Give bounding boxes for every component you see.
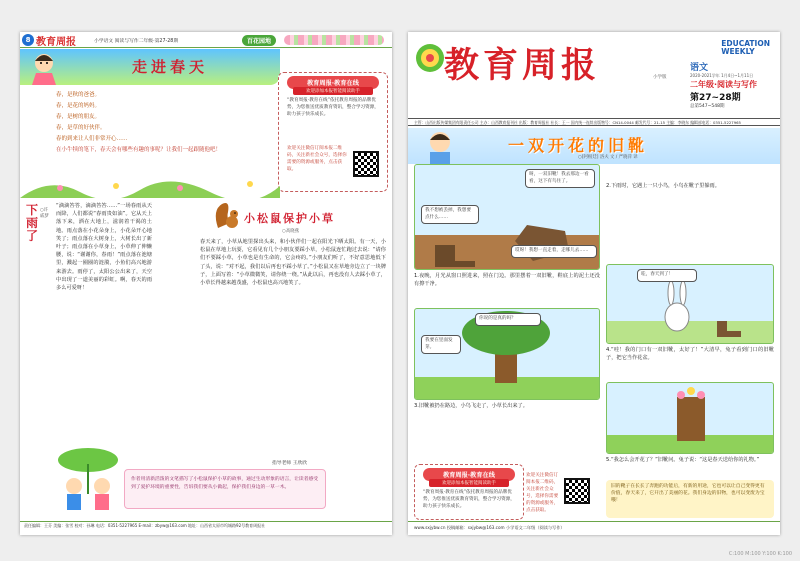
- header-info: 小学语文 阅读与写作二年级·第27-28期: [94, 39, 179, 44]
- ad-body: “教育周报·教育在线”依托教育周报的品牌优势，为您推送优质教育资讯，整合学习资源，助力孩子快乐成长。: [287, 98, 379, 117]
- ew-logo: [721, 40, 770, 56]
- caption-5: 5.“我怎么会开花了？”旧靴问。兔子说：“这是春天送给你的礼物。”: [606, 457, 760, 463]
- grass-divider: [20, 172, 392, 198]
- guide-label: 指导老师 王欣欣: [272, 461, 308, 466]
- masthead-small: 教育周报: [36, 37, 76, 48]
- guide-text: 作者用清新活泼的文笔描写了小松鼠保护小草的故事，通过生动形象的语言，让读者感受到了爱护环境的重要性，告诉我们要从小做起，保护我们身边的一草一木。: [131, 477, 319, 490]
- comic-panel-3: [606, 264, 774, 344]
- story-title: 一双开花的旧靴: [508, 136, 649, 155]
- spring-line: 在小牛犊的笔下，春天会有哪些有趣的事呢？让我们一起跟随他吧！: [56, 147, 222, 153]
- masthead-title: 教育周报: [444, 45, 601, 86]
- story-byline: ○[阿根廷] 洛夫 文 / 严晓萍 译: [578, 155, 638, 160]
- caption-3: 3.旧靴被扔在路边，小鸟飞走了，小草长出来了。: [414, 403, 528, 409]
- left-header: [20, 32, 392, 48]
- poem1-title: 下雨了: [26, 203, 39, 243]
- speech-bubble: 呀，一双旧靴！我去那边一看看，这下有鸟住了。: [525, 169, 595, 188]
- right-page: [408, 32, 780, 535]
- speech-bubble: 哎呀！我想一直走着，走哪儿去……: [511, 245, 597, 258]
- left-footer: 责任编辑：王芬 美编：张雪 校对：孙琳 电话：0351-5227965 E-mail：zbyw@163.com 地址：山西省太原市坞城路92号教育周报社: [20, 521, 392, 535]
- spring-line: 春的到来让人们非常开心……: [56, 136, 128, 142]
- ad-wechat-right: 欢迎关注微信订阅本报二维码，关注新社会众号，选择你需要的资源或服务，点击获取。: [526, 473, 559, 513]
- ad-box-right: [414, 464, 524, 520]
- total-issue: 总第547~548期: [690, 104, 725, 109]
- comic-panel-1: [414, 164, 600, 270]
- flower-boot-scene: [607, 383, 774, 454]
- ad-body: “教育周报·教育在线”依托教育周报的品牌优势，为您推送优质教育资讯，整合学习资源，助力孩子快乐成长。: [423, 490, 515, 509]
- masthead-small-print: 小学版: [653, 75, 667, 80]
- issue-date: 2020-2021学年 1月4日~1月11日: [690, 73, 754, 78]
- qr-code: [564, 478, 590, 504]
- newspaper-logo-icon: [414, 42, 446, 74]
- girl-reader-illustration: [422, 128, 458, 164]
- spring-line: 春，是草的好伙伴。: [56, 125, 106, 131]
- ad-head: 教育周报·教育在线: [423, 468, 515, 481]
- masthead-meta: [690, 60, 772, 109]
- poem1-text: “滴滴答答，滴滴答答……”一场春雨从天而降，人们都说“春雨贵如油”。它从天上落下来，洒在大地上，滋润着干渴的土地。雨点落在小花朵身上，小花朵开心地笑了；雨点落在大树身上，大树长出了新叶子；雨点落在小草身上，小草伸了伸懒腰，说：“谢谢你，春雨！”雨点落在池塘里，溅起一圈圈的涟漪，小鱼们高兴地游来游去。雨停了，太阳公公出来了，天空中出现了一道美丽的彩虹。啊，春天的雨多么可爱呀！: [56, 203, 152, 292]
- caption-4: 4.“哇！我的门口有一双旧靴，太好了！”大清早，兔子看到门口的旧靴子，把它当作花盆。: [606, 347, 774, 362]
- grade: 二年级·阅读与写作: [690, 80, 758, 89]
- subject: 语文: [690, 63, 709, 73]
- poem2-text: 春天来了，小草从地里探出头来，和小伙伴们一起在阳光下晒太阳。有一天，小松鼠在草地上玩耍，它看见有几个小朋友要踩小草，小松鼠连忙跑过去说：“请你们不要踩小草，小草也是有生命的，它会疼的。”小朋友们听了，不好意思地低下了头，说：“对不起，我们以后再也不踩小草了。”小松鼠又在草地旁边立了一块牌子，上面写着：“小草微微笑，请你绕一绕。”从此以后，再也没有人去踩小草了，小草长得越来越茂盛，小松鼠也高兴地笑了。: [200, 239, 386, 287]
- caption-1: 1.夜晚，月光从窗口照进来，照在门边。那里摆着一双旧靴，鞋底上的泥土还没有擦干净。: [414, 273, 600, 288]
- speech-bubble: 哇，春天到了！: [637, 269, 697, 282]
- spring-line: 春，是秋的爸爸。: [56, 92, 101, 98]
- teacher-guide: [124, 469, 326, 509]
- masthead: [408, 32, 780, 117]
- right-footer: www.sxjybw.cn 投稿邮箱：sxjybw@163.com 小学语文二年级（阅读与写作）: [408, 521, 780, 535]
- ad-sub: 欢迎添加本报智能阅读助手: [293, 87, 373, 95]
- spring-line: 春，是树的朋友。: [56, 114, 101, 120]
- story-ending: 旧的靴子在长长了奔跑的功能后，有新的用途，它也可以让自己变得更有价值，春天来了，它开出了美丽的花。我们身边的旧物，也可以变废为宝哦！: [606, 480, 774, 518]
- spring-title: 走进春天: [132, 58, 209, 76]
- ew-line2: WEEKLY: [721, 47, 755, 56]
- ad-head: 教育周报·教育在线: [287, 76, 379, 89]
- page-number: 8: [22, 34, 34, 46]
- speech-bubble: 我不想被丢掉，我想要点什么……: [421, 205, 479, 224]
- squirrel-icon: [212, 200, 242, 230]
- poem2-byline: ○高晓燕: [282, 229, 300, 234]
- children-illustration: [52, 444, 124, 514]
- comic-panel-2: [414, 308, 600, 400]
- poem1-byline: ○许戚梦: [40, 208, 49, 219]
- speech-bubble: 你说的是真的吗？: [475, 313, 541, 326]
- column-badge: 百花园地: [242, 35, 276, 46]
- comic-panel-4: [606, 382, 774, 454]
- girl-illustration: [24, 49, 64, 85]
- spring-text: [56, 90, 271, 156]
- left-page: [20, 32, 392, 535]
- caption-2: 2.下雨时，它遇上一只小鸟，小鸟在靴子里躲雨。: [606, 183, 720, 189]
- ad-sub: 欢迎添加本报智能阅读助手: [429, 479, 509, 487]
- poem2-title: 小松鼠保护小草: [244, 212, 335, 225]
- flower-decoration: [284, 35, 384, 45]
- ad-wechat: 欢迎关注微信订阅本报二维码，关注新社会众号，选择你需要的资源或服务，点击获取。: [287, 146, 347, 172]
- spring-line: 春，是花的妈妈。: [56, 103, 101, 109]
- publisher-info: 主管：山西出版传媒集团有限责任公司 主办：山西教育报刊社 出版：教育周报社 社长：王一 国内统一连续出版物号：CN14-0044 邮发代号：21-15 主编：李晓东 编辑部电话：0351-5227965: [408, 118, 780, 126]
- color-registration: C:100 M:100 Y:100 K:100: [728, 551, 792, 557]
- issue-number: 第27~28期: [690, 93, 741, 103]
- speech-bubble: 我要在里面发芽。: [421, 335, 461, 354]
- ew-line1: EDUCATION: [721, 39, 770, 48]
